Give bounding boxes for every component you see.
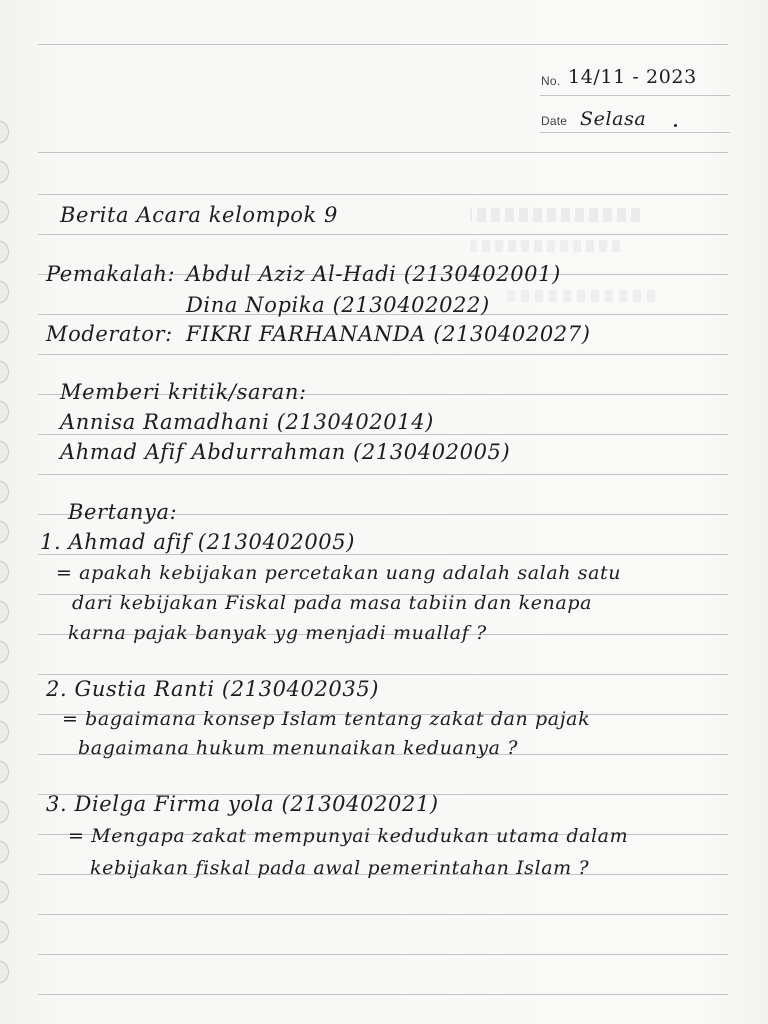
question-1-line-2: dari kebijakan Fiskal pada masa tabiin dan kenapa	[72, 592, 593, 614]
question-2-line-2: bagaimana hukum menunaikan keduanya ?	[78, 737, 518, 759]
binder-hole	[0, 760, 9, 784]
no-label: No.	[541, 74, 561, 88]
question-1-line-3: karna pajak banyak yg menjadi muallaf ?	[68, 622, 487, 644]
question-3-line-2: kebijakan fiskal pada awal pemerintahan Islam ?	[90, 857, 590, 879]
binder-hole	[0, 840, 9, 864]
bleed-through-mark	[470, 208, 640, 222]
kritik-label: Memberi kritik/saran:	[60, 380, 307, 404]
binder-hole	[0, 640, 9, 664]
binder-hole	[0, 520, 9, 544]
date-value: Selasa	[580, 108, 647, 130]
binder-hole	[0, 240, 9, 264]
binder-hole	[0, 440, 9, 464]
binder-hole	[0, 800, 9, 824]
bleed-through-mark	[470, 240, 620, 252]
pemakalah-entry-1: Abdul Aziz Al-Hadi (2130402001)	[186, 262, 561, 286]
binder-hole	[0, 400, 9, 424]
moderator-value: FIKRI FARHANANDA (2130402027)	[186, 322, 591, 346]
binder-hole	[0, 960, 9, 984]
binder-hole	[0, 880, 9, 904]
binder-hole	[0, 160, 9, 184]
question-1-asker: 1. Ahmad afif (2130402005)	[40, 530, 356, 554]
binder-hole	[0, 120, 9, 144]
question-2-line-1: = bagaimana konsep Islam tentang zakat dan pajak	[62, 708, 591, 730]
binder-hole	[0, 280, 9, 304]
moderator-label: Moderator:	[46, 322, 173, 346]
question-3-asker: 3. Dielga Firma yola (2130402021)	[46, 792, 439, 816]
kritik-entry-2: Ahmad Afif Abdurrahman (2130402005)	[60, 440, 511, 464]
binder-hole	[0, 360, 9, 384]
binder-hole	[0, 920, 9, 944]
binder-hole	[0, 600, 9, 624]
binder-hole	[0, 720, 9, 744]
kritik-entry-1: Annisa Ramadhani (2130402014)	[60, 410, 434, 434]
pemakalah-entry-2: Dina Nopika (2130402022)	[186, 293, 490, 317]
no-value: 14/11 - 2023	[568, 66, 697, 88]
binder-hole	[0, 560, 9, 584]
question-1-line-1: = apakah kebijakan percetakan uang adalah salah satu	[56, 562, 622, 584]
binder-hole	[0, 320, 9, 344]
pemakalah-label: Pemakalah:	[46, 262, 176, 286]
binder-holes	[0, 0, 20, 1024]
question-3-line-1: = Mengapa zakat mempunyai kedudukan utama dalam	[68, 825, 629, 847]
binder-hole	[0, 200, 9, 224]
binder-hole	[0, 480, 9, 504]
binder-hole	[0, 680, 9, 704]
bertanya-label: Bertanya:	[68, 500, 178, 524]
question-2-asker: 2. Gustia Ranti (2130402035)	[46, 677, 380, 701]
ink-dot	[674, 124, 677, 127]
date-label: Date	[541, 114, 568, 128]
bleed-through-mark	[505, 290, 655, 302]
page-title: Berita Acara kelompok 9	[60, 203, 339, 227]
